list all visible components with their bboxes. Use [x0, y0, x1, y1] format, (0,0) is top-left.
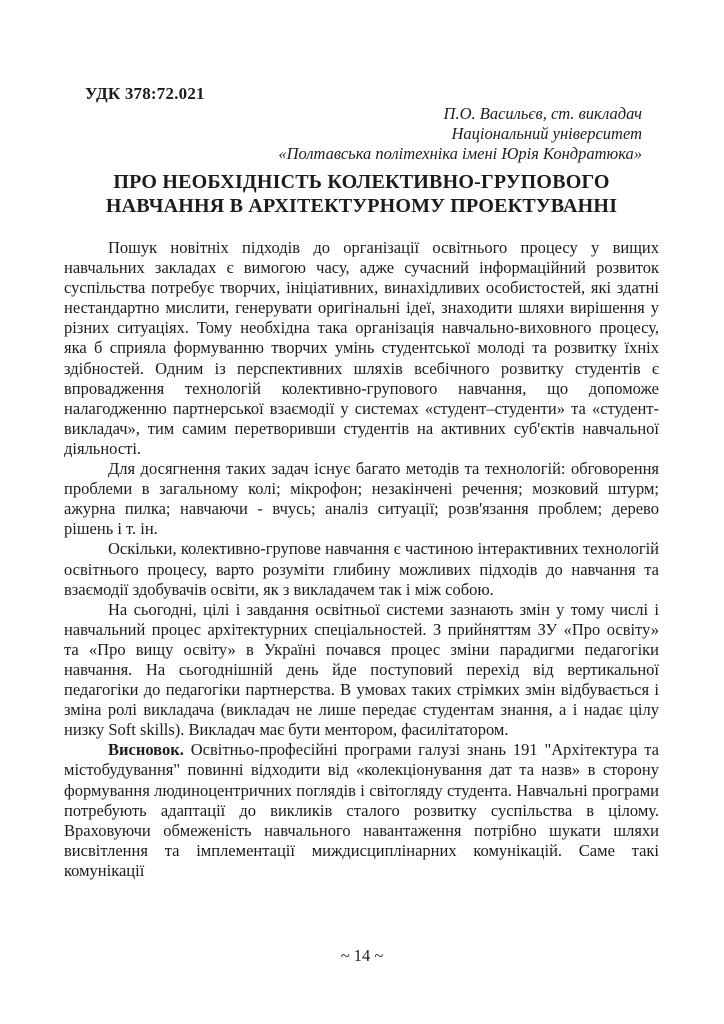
- page-number: ~ 14 ~: [340, 946, 384, 965]
- author-name: П.О. Васильєв, ст. викладач: [443, 104, 642, 123]
- paragraph-intro: Пошук новітніх підходів до організації освітнього процесу у вищих навчальних закладах є вимогою часу, адже сучасний інформаційний розвиток суспільства потребує творчих, ініціативних, винахідливих особистостей, які здатні нестандартно мислити, генерувати оригінальні ідеї, знаходити шляхи вирішення у різних ситуаціях. Тому необхідна така організація навчально-виховного процесу, яка б сприяла формуванню творчих умінь студентської молоді та розвитку їхніх здібностей. Одним із перспективних шляхів всебічного розвитку студентів є впровадження технологій колективно-групового навчання, що допоможе налагодженню партнерської взаємодії у системах «студент–студенти» та «студент-викладач», тим самим перетворивши студентів на активних суб'єктів навчальної діяльності.: [64, 238, 659, 458]
- article-title: ПРО НЕОБХІДНІСТЬ КОЛЕКТИВНО-ГРУПОВОГО НАВЧАННЯ В АРХІТЕКТУРНОМУ ПРОЕКТУВАННІ: [105, 171, 618, 217]
- paragraph-interactive: Оскільки, колективно-групове навчання є частиною інтерактивних технологій освітнього процесу, варто розуміти глибину можливих підходів до навчання та взаємодії здобувачів освіти, як з викладачем так і між собою.: [64, 539, 659, 599]
- conclusion-text: Освітньо-професійні програми галузі знань 191 "Архітектура та містобудування" повинні відходити від «колекціонування дат та назв» в сторону формування людиноцентричних поглядів і світогляду студента. Навчальні програми потребують адаптації до викликів сталого розвитку суспільства в цілому. Враховуючи обмеженість навчального навантаження потрібно шукати шляхи висвітлення та імплементації миждисциплінарних комунікацій. Саме такі комунікації: [64, 740, 659, 880]
- udc-code: УДК 378:72.021: [85, 84, 205, 103]
- paragraph-conclusion: [64, 740, 659, 881]
- page-content: [64, 84, 659, 881]
- author-affiliation: Національний університет: [451, 124, 642, 143]
- article-body: [64, 238, 659, 881]
- author-affiliation-name: «Полтавська політехніка імені Юрія Кондратюка»: [278, 144, 642, 163]
- conclusion-label: Висновок.: [108, 740, 184, 760]
- paragraph-paradigm: На сьогодні, цілі і завдання освітньої системи зазнають змін у тому числі і навчальний процес архітектурних спеціальностей. З прийняттям ЗУ «Про освіту» та «Про вищу освіту» в Україні почався процес зміни парадигми педагогіки навчання. На сьогоднішній день йде поступовий перехід від вертикальної педагогіки до педагогіки партнерства. В умовах таких стрімких змін відбувається і зміна ролі викладача (викладач не лише передає студентам знання, а і надає цілу низку Soft skills). Викладач має бути ментором, фасилітатором.: [64, 599, 659, 740]
- author-block: [64, 104, 659, 164]
- paragraph-methods: Для досягнення таких задач існує багато методів та технологій: обговорення проблеми в загальному колі; мікрофон; незакінчені речення; мозковий штурм; ажурна пилка; навчаючи - вчусь; аналіз ситуації; розв'язання проблем; дерево рішень і т. ін.: [64, 459, 659, 539]
